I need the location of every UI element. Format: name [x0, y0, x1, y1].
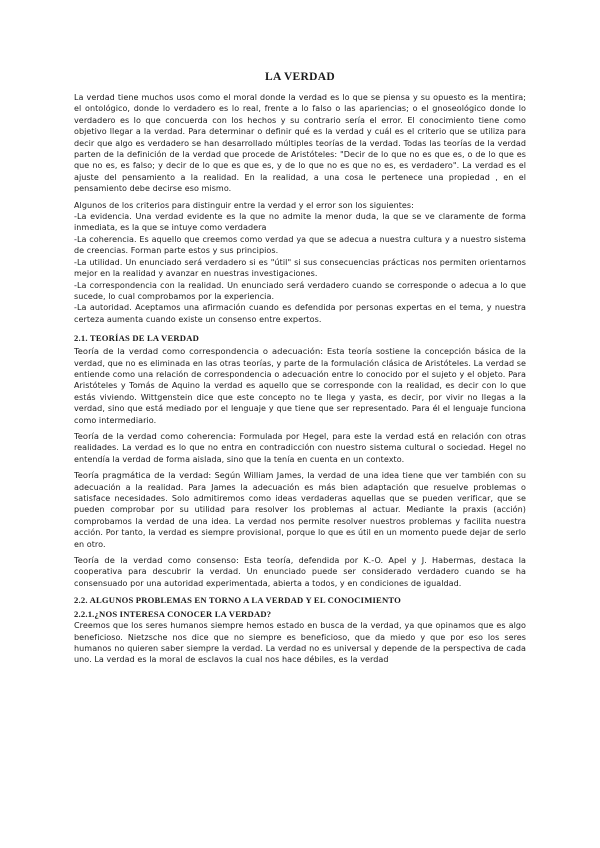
- document-page: [74, 70, 526, 671]
- criterion-utility: -La utilidad. Un enunciado será verdadero si es "útil" si sus consecuencias prácticas nos permiten orientarnos mejor en la realidad y avanzar en nuestras investigaciones.: [74, 257, 526, 279]
- theory-name: Teoría de la verdad como coherencia:: [74, 430, 237, 441]
- theory-consensus: [74, 555, 526, 589]
- section-heading-theories: 2.1. TEORÍAS DE LA VERDAD: [74, 333, 200, 344]
- criterion-authority: -La autoridad. Aceptamos una afirmación cuando es defendida por personas expertas en el tema, y nuestra certeza aumenta cuando existe un consenso entre expertos.: [74, 303, 526, 324]
- criterion-correspondence: -La correspondencia con la realidad. Un enunciado será verdadero cuando se corresponde o adecua a lo que sucede, lo cual comprobamos por la experiencia.: [74, 280, 526, 301]
- theory-text: Esta teoría, defendida por K.-O. Apel y J. Habermas, destaca la cooperativa para descubrir la verdad. Un enunciado puede ser considerado verdadero cuando se ha consensuado por una autoridad experimentada, abierta a todos, y en condiciones de igualdad.: [74, 556, 526, 588]
- criteria-intro: Algunos de los criterios para distinguir entre la verdad y el error son los siguientes:: [74, 200, 414, 210]
- theory-name: Teoría pragmática de la verdad:: [74, 470, 212, 481]
- theory-pragmatic: [74, 470, 526, 550]
- criteria-list: [74, 200, 526, 325]
- theory-correspondence: [74, 346, 526, 426]
- criterion-coherence: -La coherencia. Es aquello que creemos como verdad ya que se adecua a nuestra cultura y a nuestro sistema de creencias. Forman parte estos y sus principios.: [74, 234, 526, 256]
- theory-name: Teoría de la verdad como correspondencia o adecuación:: [74, 346, 324, 357]
- section-heading-problems: 2.2. ALGUNOS PROBLEMAS EN TORNO A LA VERDAD Y EL CONOCIMIENTO: [74, 595, 402, 606]
- document-title: LA VERDAD: [265, 71, 335, 83]
- theory-text: Formulada por Hegel, para este la verdad está en relación con otras realidades. La verdad es lo que no entra en contradicción con nuestro sistema cultural o sociedad. Hegel no entendía la verdad de forma aislada, sino que la tenía en cuenta en un contexto.: [74, 431, 526, 464]
- theory-name: Teoría de la verdad como consenso:: [74, 555, 239, 566]
- intro-paragraph: La verdad tiene muchos usos como el moral donde la verdad es lo que se piensa y su opuesto es la mentira; el ontológico, donde lo verdadero es lo real, frente a lo falso o las apariencias; o el gnoseológico donde lo verdadero es lo que concuerda con los hechos y su contrario sería el error. El conocimiento tiene como objetivo llegar a la verdad. Para determinar o definir qué es la verdad y cuál es el criterio que se utiliza para decir que algo es verdadero se han desarrollado múltiples teorías de la verdad. Todas las teorías de la verdad parten de la definición de la verdad que procede de Aristóteles: "Decir de lo que no es que es, o de lo que es que no es, es falso; y decir de lo que es que es, y de lo que no es que no es, es verdadero". La verdad es el ajuste del pensamiento a la realidad. En la realidad, a una cosa le pertenece una propiedad , en el pensamiento debe decirse eso mismo.: [74, 93, 526, 194]
- theory-text: Esta teoría sostiene la concepción básica de la verdad, que no es eliminada en las otras teorías, y parte de la formulación clásica de Aristóteles. La verdad se entiende como una relación de correspondencia o adecuación entre lo conocido por el sujeto y el objeto. Para Aristóteles y Tomás de Aquino la verdad es aquello que se corresponde con la realidad, es decir con lo que estás viviendo. Wittgenstein dice que este concepto no te llega y yasta, es decir, por vivir no llegas a la verdad, sino que está mediado por el lenguaje y que tiene que ser representado. Para él el lenguaje funciona como intermediario.: [74, 347, 526, 425]
- problems-paragraph: Creemos que los seres humanos siempre hemos estado en busca de la verdad, ya que opinamos que es algo beneficioso. Nietzsche nos dice que no siempre es beneficioso, que da miedo y que por eso los seres humanos no quieren saber siempre la verdad. La verdad no es universal y depende de la perspectiva de cada uno. La verdad es la moral de esclavos la cual nos hace débiles, es la verdad: [74, 621, 526, 665]
- theory-coherence: [74, 431, 526, 465]
- theory-text: Según William James, la verdad de una idea tiene que ver también con su adecuación a la realidad. Para James la adecuación es más bien adaptación que resuelve problemas o satisface necesidades. Solo admitiremos como ideas verdaderas aquellas que se pueden verificar, que se pueden comprobar por su utilidad para resolver los problemas al actuar. Mediante la praxis (acción) comprobamos la verdad de una idea. La verdad nos permite resolver nuestros problemas y facilita nuestra acción. Por tanto, la verdad es siempre provisional, porque lo que es útil en un momento puede dejar de serlo en otro.: [74, 471, 526, 549]
- subsection-heading: 2.2.1.¿NOS INTERESA CONOCER LA VERDAD?: [74, 609, 272, 620]
- criterion-evidence: -La evidencia. Una verdad evidente es la que no admite la menor duda, la que se ve claramente de forma inmediata, es la que se intuye como verdadera: [74, 212, 526, 233]
